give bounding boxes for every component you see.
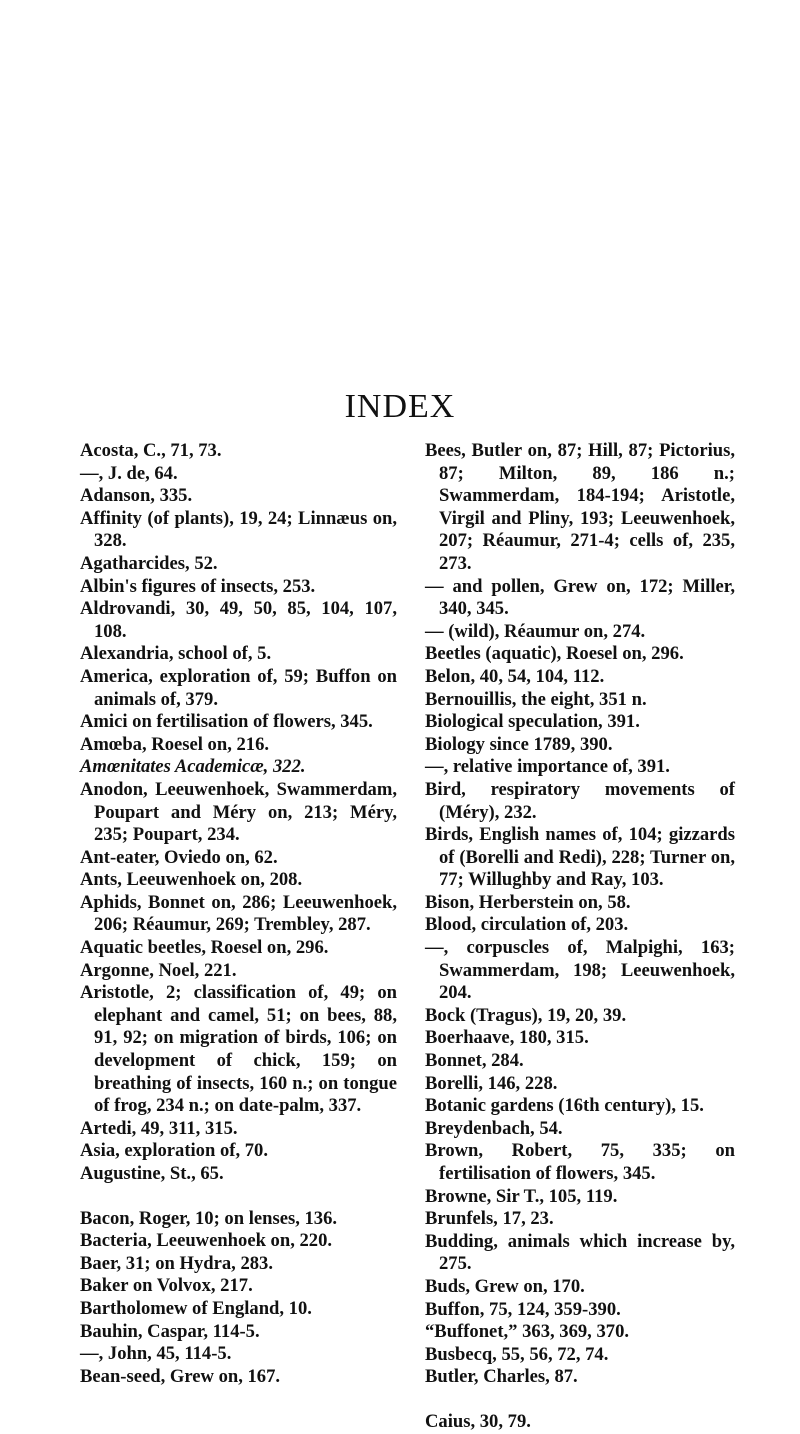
index-entry: Asia, exploration of, 70. — [80, 1140, 268, 1162]
index-entry: Breydenbach, 54. — [425, 1117, 563, 1139]
index-entry: Amœnitates Academicæ, 322. — [80, 756, 306, 778]
index-entry: Botanic gardens (16th century), 15. — [425, 1095, 704, 1117]
index-entry: Bernouillis, the eight, 351 n. — [425, 688, 647, 710]
index-entry: Adanson, 335. — [80, 485, 193, 507]
index-entry: Aquatic beetles, Roesel on, 296. — [80, 937, 329, 959]
index-entry: Ant-eater, Oviedo on, 62. — [80, 846, 278, 868]
index-entry: Buds, Grew on, 170. — [425, 1275, 585, 1297]
index-entry: —, relative importance of, 391. — [425, 756, 670, 778]
index-entry: Aphids, Bonnet on, 286; Leeuwenhoek, 206; Réaumur, 269; Trembley, 287. — [80, 891, 397, 936]
index-entry: Bonnet, 284. — [425, 1050, 524, 1072]
index-entry: Baer, 31; on Hydra, 283. — [80, 1252, 274, 1274]
index-entry: Baker on Volvox, 217. — [80, 1275, 253, 1297]
index-entry: Argonne, Noel, 221. — [80, 959, 237, 981]
index-entry: Buffon, 75, 124, 359-390. — [425, 1298, 621, 1320]
index-entry: Birds, English names of, 104; gizzards of (Borelli and Redi), 228; Turner on, 77; Willughby and Ray, 103. — [425, 824, 735, 891]
index-entry: Anodon, Leeuwenhoek, Swammerdam, Poupart and Méry on, 213; Méry, 235; Poupart, 234. — [80, 778, 397, 846]
index-entry: Ants, Leeuwenhoek on, 208. — [80, 869, 303, 891]
index-entry: Affinity (of plants), 19, 24; Linnæus on, 328. — [80, 507, 397, 552]
index-entry: Beetles (aquatic), Roesel on, 296. — [425, 643, 684, 665]
index-column-left — [80, 440, 397, 1388]
index-entry: Browne, Sir T., 105, 119. — [425, 1185, 618, 1207]
index-entry: — and pollen, Grew on, 172; Miller, 340, 345. — [425, 575, 735, 620]
index-entry: Aristotle, 2; classification of, 49; on elephant and camel, 51; on bees, 88, 91, 92; on migration of birds, 106; on development of chick, 159; on breathing of insects, 160 n.; on tongue of frog, 234 n.; on date-palm, 337. — [80, 982, 397, 1117]
index-entry: Busbecq, 55, 56, 72, 74. — [425, 1343, 609, 1365]
index-entry: Brown, Robert, 75, 335; on fertilisation of flowers, 345. — [425, 1140, 735, 1184]
index-entry: America, exploration of, 59; Buffon on animals of, 379. — [80, 665, 397, 710]
index-entry: Bauhin, Caspar, 114-5. — [80, 1320, 260, 1342]
index-entry: —, John, 45, 114-5. — [80, 1343, 232, 1365]
index-entry: Artedi, 49, 311, 315. — [80, 1117, 238, 1139]
index-entry: Alexandria, school of, 5. — [80, 643, 272, 665]
index-entry: Albin's figures of insects, 253. — [80, 575, 316, 597]
index-entry: Butler, Charles, 87. — [425, 1366, 578, 1388]
index-entry: Augustine, St., 65. — [80, 1163, 224, 1184]
index-column-right — [425, 440, 735, 1434]
index-entry: Aldrovandi, 30, 49, 50, 85, 104, 107, 108. — [80, 598, 397, 642]
index-entry: Belon, 40, 54, 104, 112. — [425, 665, 605, 687]
page-title: INDEX — [344, 387, 456, 425]
index-entry: Blood, circulation of, 203. — [425, 914, 629, 936]
index-entry: “Buffonet,” 363, 369, 370. — [425, 1321, 630, 1343]
index-entry: Bacteria, Leeuwenhoek on, 220. — [80, 1230, 333, 1252]
index-entry: Biological speculation, 391. — [425, 711, 640, 733]
index-entry: Bock (Tragus), 19, 20, 39. — [425, 1004, 627, 1026]
index-entry: —, J. de, 64. — [80, 462, 178, 484]
index-entry: — (wild), Réaumur on, 274. — [425, 620, 646, 642]
index-entry: Budding, animals which increase by, 275. — [425, 1230, 735, 1275]
index-entry: Bacon, Roger, 10; on lenses, 136. — [80, 1207, 338, 1229]
index-entry: Biology since 1789, 390. — [425, 733, 613, 755]
index-entry: Boerhaave, 180, 315. — [425, 1027, 589, 1049]
index-entry: Bean-seed, Grew on, 167. — [80, 1365, 281, 1387]
index-entry: —, corpuscles of, Malpighi, 163; Swammerdam, 198; Leeuwenhoek, 204. — [425, 937, 735, 1004]
index-entry: Bison, Herberstein on, 58. — [425, 891, 631, 913]
index-entry: Agatharcides, 52. — [80, 552, 218, 574]
index-entry: Brunfels, 17, 23. — [425, 1208, 554, 1230]
index-entry: Borelli, 146, 228. — [425, 1072, 558, 1094]
index-entry: Acosta, C., 71, 73. — [80, 440, 222, 461]
index-entry: Amici on fertilisation of flowers, 345. — [80, 711, 373, 733]
index-entry: Amœba, Roesel on, 216. — [80, 733, 270, 755]
index-entry: Bees, Butler on, 87; Hill, 87; Pictorius, 87; Milton, 89, 186 n.; Swammerdam, 184-194; Aristotle, Virgil and Pliny, 193; Leeuwenhoek, 207; Réaumur, 271-4; cells of, 235, 273. — [425, 440, 735, 574]
index-entry: Bartholomew of England, 10. — [80, 1297, 312, 1319]
index-entry: Bird, respiratory movements of (Méry), 232. — [425, 778, 735, 823]
index-entry: Caius, 30, 79. — [425, 1410, 531, 1432]
